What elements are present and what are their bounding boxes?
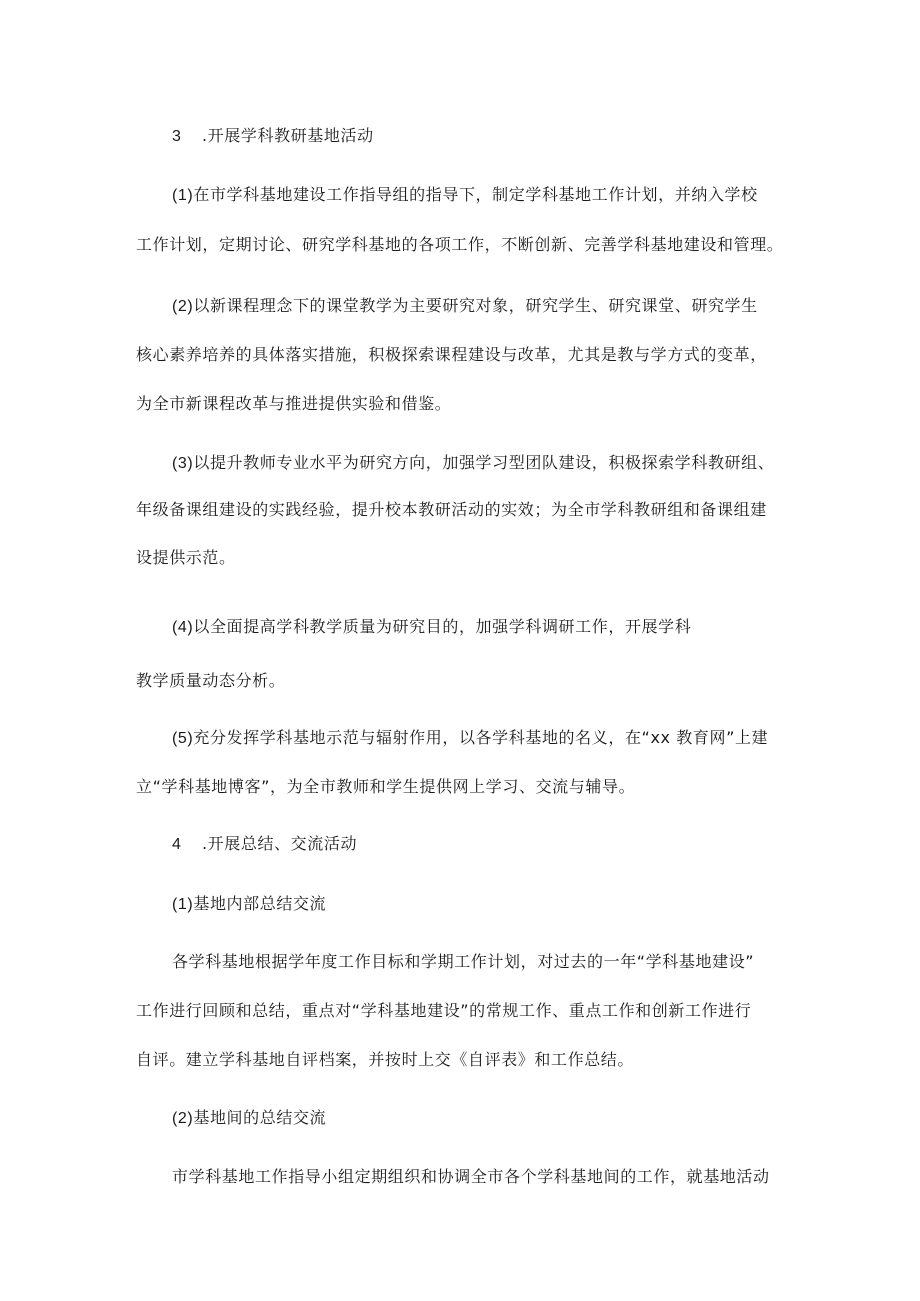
paragraph-line bbox=[172, 453, 832, 474]
section-4-number: 4 bbox=[172, 836, 182, 853]
paragraph-line: 年级备课组建设的实践经验，提升校本教研活动的实效；为全市学科教研组和备课组建 bbox=[136, 500, 767, 519]
section-3-title: .开展学科教研基地活动 bbox=[202, 126, 374, 145]
item-label: (1) bbox=[172, 187, 194, 204]
paragraph-line bbox=[172, 617, 832, 638]
item-text: 以提升教师专业水平为研究方向，加强学习型团队建设，积极探索学科教研组、 bbox=[193, 453, 775, 472]
paragraph-line: 自评。建立学科基地自评档案，并按时上交《自评表》和工作总结。 bbox=[136, 1050, 635, 1069]
paragraph-line bbox=[172, 185, 832, 206]
paragraph-line: 工作进行回顾和总结，重点对“学科基地建设”的常规工作、重点工作和创新工作进行 bbox=[136, 1001, 752, 1020]
section-4-title: .开展总结、交流活动 bbox=[202, 834, 358, 853]
paragraph-line: 为全市新课程改革与推进提供实验和借鉴。 bbox=[136, 394, 452, 413]
paragraph-line: 各学科基地根据学年度工作目标和学期工作计划，对过去的一年“学科基地建设” bbox=[172, 952, 755, 971]
item-text: 充分发挥学科基地示范与辐射作用，以各学科基地的名义，在“xx 教育网”上建 bbox=[193, 728, 769, 747]
item-label: (2) bbox=[172, 298, 194, 315]
item-label: (5) bbox=[172, 730, 194, 747]
paragraph-line: 教学质量动态分析。 bbox=[136, 671, 286, 690]
item-text: 以全面提高学科教学质量为研究目的，加强学科调研工作，开展学科 bbox=[193, 617, 692, 636]
section-3-number: 3 bbox=[172, 128, 182, 145]
subsection-title: 基地间的总结交流 bbox=[193, 1108, 327, 1127]
item-label: (4) bbox=[172, 619, 194, 636]
paragraph-line bbox=[172, 728, 832, 749]
section-4-heading bbox=[172, 834, 832, 855]
subsection-title: 基地内部总结交流 bbox=[193, 894, 327, 913]
paragraph-line: 核心素养培养的具体落实措施，积极探索课程建设与改革，尤其是教与学方式的变革， bbox=[136, 345, 767, 364]
item-text: 以新课程理念下的课堂教学为主要研究对象，研究学生、研究课堂、研究学生 bbox=[193, 296, 758, 315]
paragraph-line: 市学科基地工作指导小组定期组织和协调全市各个学科基地间的工作，就基地活动 bbox=[172, 1167, 770, 1186]
subsection-label: (1) bbox=[172, 896, 194, 913]
subsection-heading bbox=[172, 894, 832, 915]
paragraph-line bbox=[172, 296, 832, 317]
item-label: (3) bbox=[172, 455, 194, 472]
subsection-label: (2) bbox=[172, 1110, 194, 1127]
section-3-heading bbox=[172, 126, 832, 147]
paragraph-line: 立“学科基地博客”，为全市教师和学生提供网上学习、交流与辅导。 bbox=[136, 777, 636, 796]
item-text: 在市学科基地建设工作指导组的指导下，制定学科基地工作计划，并纳入学校 bbox=[193, 185, 758, 204]
paragraph-line: 工作计划，定期讨论、研究学科基地的各项工作，不断创新、完善学科基地建设和管理。 bbox=[136, 235, 784, 254]
paragraph-line: 设提供示范。 bbox=[136, 548, 236, 567]
subsection-heading bbox=[172, 1108, 832, 1129]
